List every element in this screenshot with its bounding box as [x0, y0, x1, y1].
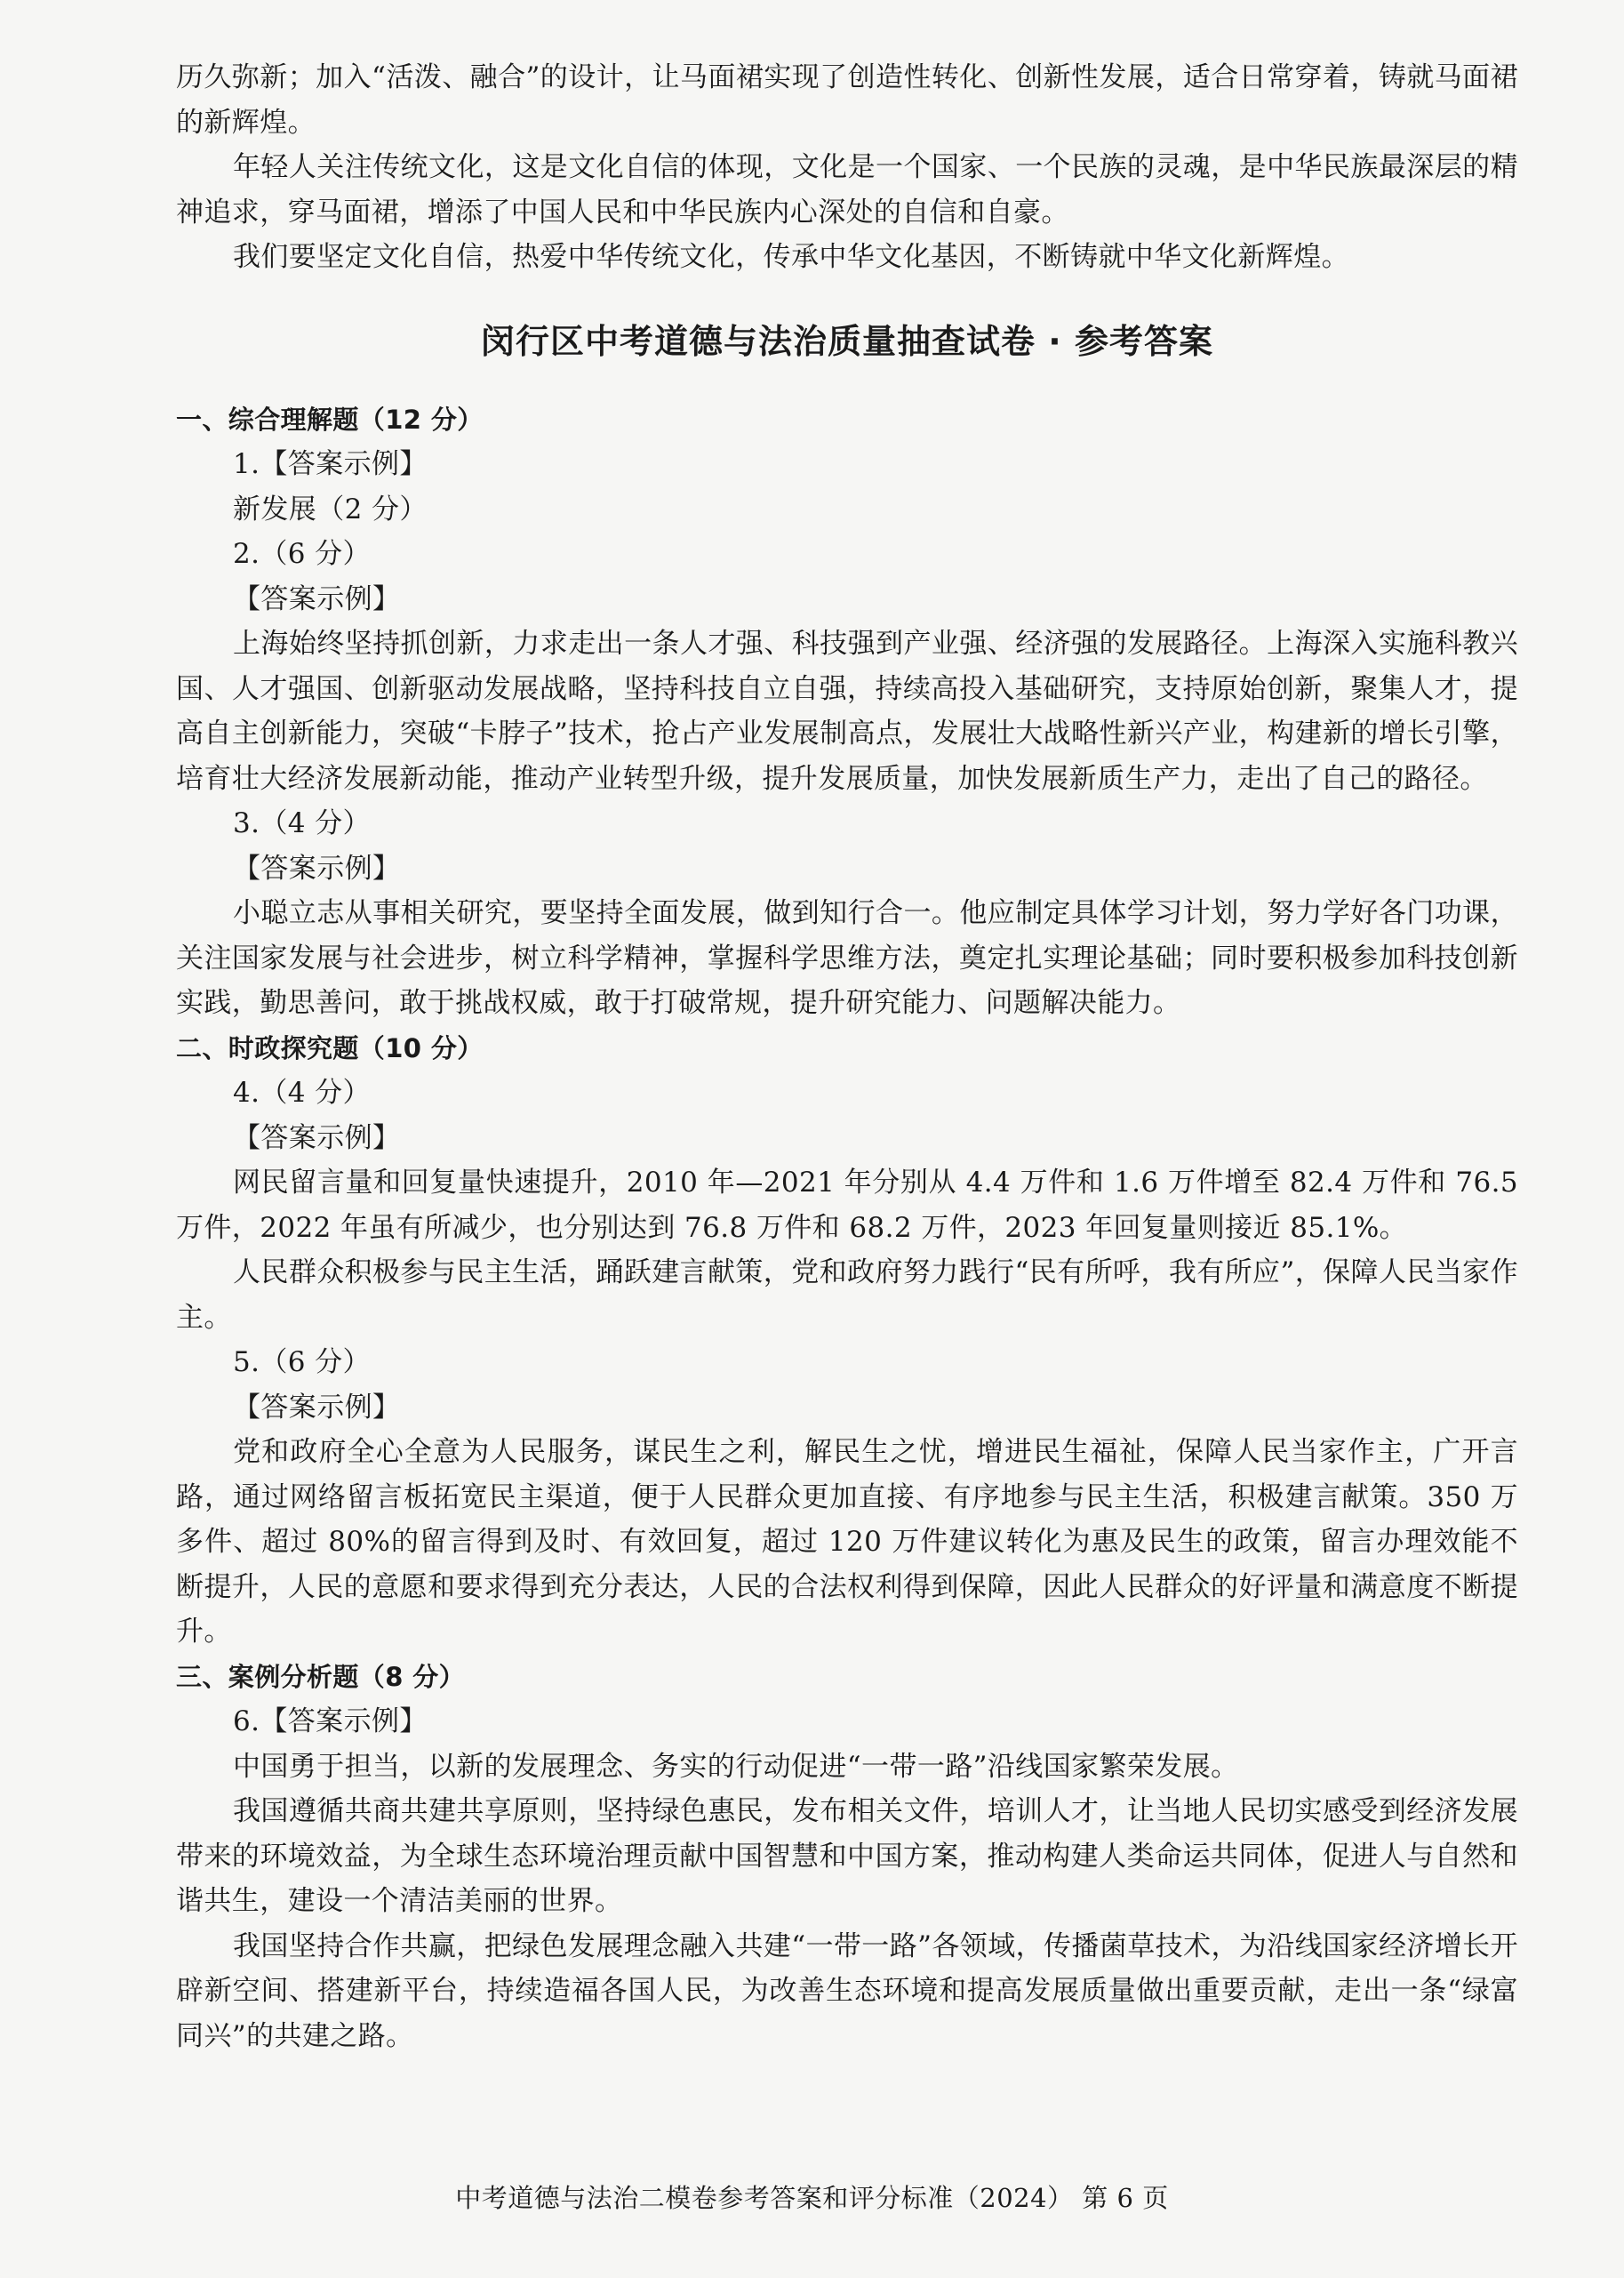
q5-label: 5.（6 分）	[233, 1346, 371, 1378]
q1-label: 1.【答案示例】	[233, 448, 428, 480]
q6-answer-1: 中国勇于担当，以新的发展理念、务实的行动促进“一带一路”沿线国家繁荣发展。	[233, 1750, 1239, 1783]
q4-label: 4.（4 分）	[233, 1077, 371, 1109]
section-2-heading: 二、时政探究题（10 分）	[176, 1032, 484, 1063]
q6-answer-2: 我国遵循共商共建共享原则，坚持绿色惠民，发布相关文件，培训人才，让当地人民切实感受到经济发展带来的环境效益，为全球生态环境治理贡献中国智慧和中国方案，推动构建人类命运共同体，促进人与自然和谐共生，建设一个清洁美丽的世界。	[176, 1795, 1518, 1917]
intro-paragraph-2: 年轻人关注传统文化，这是文化自信的体现，文化是一个国家、一个民族的灵魂，是中华民族最深层的精神追求，穿马面裙，增添了中国人民和中华民族内心深处的自信和自豪。	[176, 151, 1518, 229]
q3-answer: 小聪立志从事相关研究，要坚持全面发展，做到知行合一。他应制定具体学习计划，努力学好各门功课，关注国家发展与社会进步，树立科学精神，掌握科学思维方法，奠定扎实理论基础；同时要积极参加科技创新实践，勤思善问，敢于挑战权威，敢于打破常规，提升研究能力、问题解决能力。	[176, 897, 1518, 1019]
section-1-heading: 一、综合理解题（12 分）	[176, 404, 484, 435]
q2-answer: 上海始终坚持抓创新，力求走出一条人才强、科技强到产业强、经济强的发展路径。上海深入实施科教兴国、人才强国、创新驱动发展战略，坚持科技自立自强，持续高投入基础研究，支持原始创新，聚集人才，提高自主创新能力，突破“卡脖子”技术，抢占产业发展制高点，发展壮大战略性新兴产业，构建新的增长引擎，培育壮大经济发展新动能，推动产业转型升级，提升发展质量，加快发展新质生产力，走出了自己的路径。	[176, 628, 1518, 795]
q5-example-label: 【答案示例】	[233, 1391, 401, 1424]
q4-answer-2: 人民群众积极参与民主生活，踊跃建言献策，党和政府努力践行“民有所呼，我有所应”，保障人民当家作主。	[176, 1256, 1518, 1334]
intro-paragraph-1: 历久弥新；加入“活泼、融合”的设计，让马面裙实现了创造性转化、创新性发展，适合日常穿着，铸就马面裙的新辉煌。	[176, 61, 1518, 139]
page-content	[176, 55, 1518, 2058]
q6-answer-3: 我国坚持合作共赢，把绿色发展理念融入共建“一带一路”各领域，传播菌草技术，为沿线国家经济增长开辟新空间、搭建新平台，持续造福各国人民，为改善生态环境和提高发展质量做出重要贡献，走出一条“绿富同兴”的共建之路。	[176, 1929, 1518, 2052]
q3-example-label: 【答案示例】	[233, 852, 401, 885]
page-title: 闵行区中考道德与法治质量抽查试卷 · 参考答案	[481, 321, 1213, 361]
intro-paragraph-3: 我们要坚定文化自信，热爱中华传统文化，传承中华文化基因，不断铸就中华文化新辉煌。	[233, 241, 1349, 273]
q1-answer: 新发展（2 分）	[233, 493, 428, 525]
page-footer: 中考道德与法治二模卷参考答案和评分标准（2024） 第 6 页	[455, 2183, 1169, 2213]
q5-answer: 党和政府全心全意为人民服务，谋民生之利，解民生之忧，增进民生福祉，保障人民当家作主，广开言路，通过网络留言板拓宽民主渠道，便于人民群众更加直接、有序地参与民主生活，积极建言献策。350 万多件、超过 80%的留言得到及时、有效回复，超过 120 万件建议转化为惠及民生的政策，留言办理效能不断提升，人民的意愿和要求得到充分表达，人民的合法权利得到保障，因此人民群众的好评量和满意度不断提升。	[176, 1436, 1518, 1648]
q4-example-label: 【答案示例】	[233, 1121, 401, 1154]
q2-example-label: 【答案示例】	[233, 582, 401, 615]
section-3-heading: 三、案例分析题（8 分）	[176, 1661, 466, 1692]
q3-label: 3.（4 分）	[233, 807, 371, 839]
q4-answer-1: 网民留言量和回复量快速提升，2010 年—2021 年分别从 4.4 万件和 1.6 万件增至 82.4 万件和 76.5 万件，2022 年虽有所减少，也分别达到 76.8 万件和 68.2 万件，2023 年回复量则接近 85.1%。	[176, 1167, 1518, 1244]
q2-label: 2.（6 分）	[233, 538, 371, 570]
q6-label: 6.【答案示例】	[233, 1705, 428, 1737]
